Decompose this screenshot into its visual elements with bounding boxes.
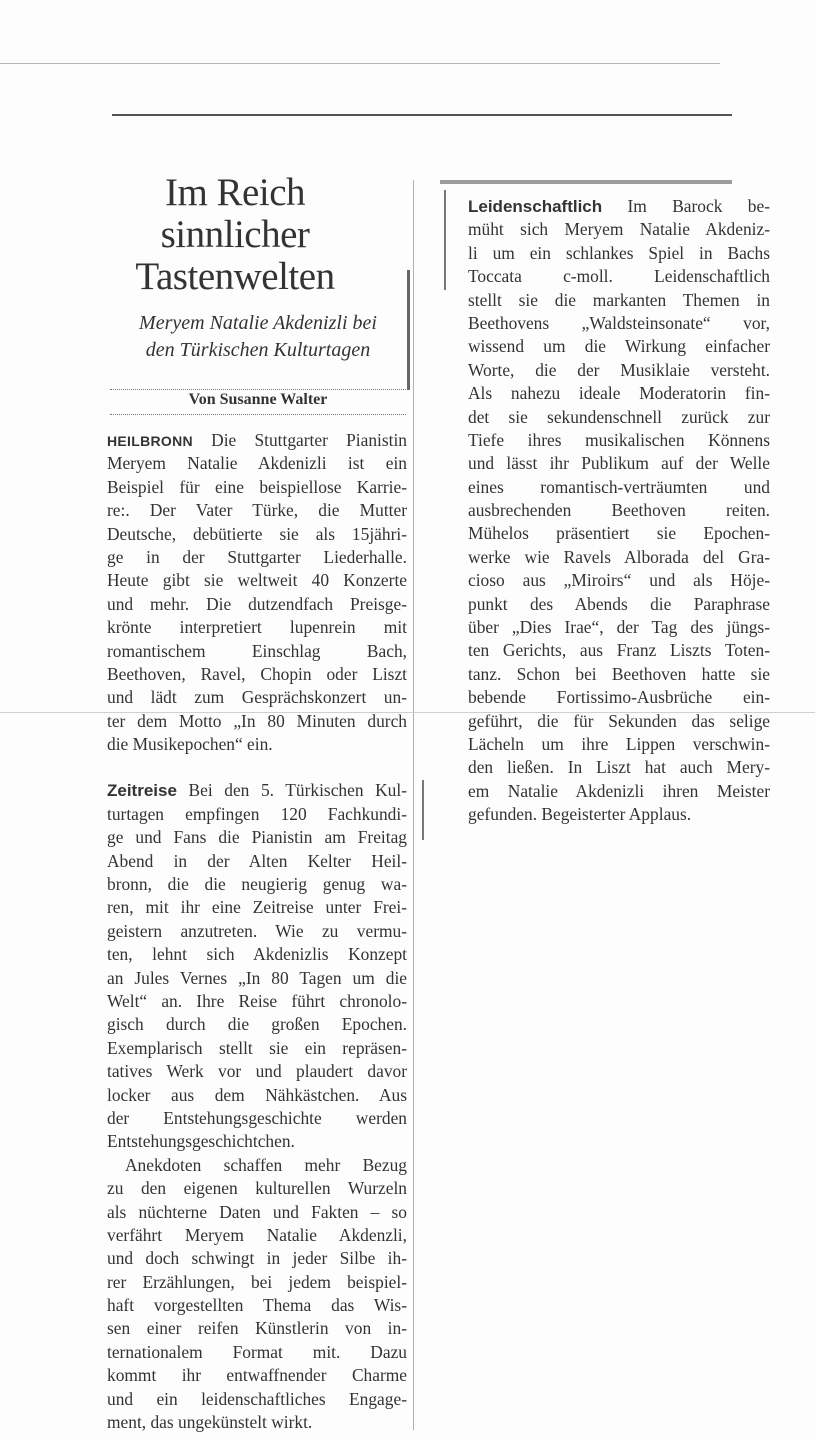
text-line: kommt ihr entwaffnender Charme — [107, 1365, 407, 1386]
section1-body — [107, 803, 407, 1154]
text-line: und lädt zum Gesprächskonzert un- — [107, 687, 407, 708]
text-line: die Musikepochen“ ein. — [107, 734, 273, 755]
text-line: Beispiel für eine beispiellose Karrie- — [107, 476, 407, 497]
byline-rule-bottom — [110, 414, 406, 415]
text-line: Abend in der Alten Kelter Heil- — [107, 850, 407, 871]
text-line: punkt des Abends die Paraphrase — [468, 593, 770, 614]
section2-body — [468, 218, 770, 826]
intro-first-text: Die Stuttgarter Pianistin — [211, 430, 407, 450]
text-line: den ließen. In Liszt hat auch Mery- — [468, 757, 770, 778]
section2-first-line — [468, 195, 770, 218]
text-line: und mehr. Die dutzendfach Preisge- — [107, 593, 407, 614]
headline-line: Tastenwelten — [135, 255, 335, 298]
section2-first-text: Im Barock be- — [627, 196, 770, 216]
text-line: wissend um die Wirkung einfacher — [468, 336, 770, 357]
text-line: ten, lehnt sich Akdenizlis Konzept — [107, 944, 407, 965]
text-line: sen einer reifen Künstlerin von in- — [107, 1318, 407, 1339]
right-column — [468, 195, 770, 827]
text-line: Entstehungsgeschichtchen. — [107, 1131, 295, 1152]
text-line: Toccata c-moll. Leidenschaftlich — [468, 266, 770, 287]
paragraph-gap — [107, 756, 407, 779]
text-line: eines romantisch-verträumten und — [468, 476, 770, 497]
text-line: gefunden. Begeisterter Applaus. — [468, 804, 692, 825]
text-line: Tiefe ihres musikalischen Könnens — [468, 429, 770, 450]
text-line: haft vorgestellten Thema das Wis- — [107, 1295, 407, 1316]
text-line: li um ein schlankes Spiel in Bachs — [468, 242, 770, 263]
text-line: Exemplarisch stellt sie ein repräsen- — [107, 1037, 407, 1058]
text-line: tanz. Schon bei Beethoven hatte sie — [468, 663, 770, 684]
text-line: über „Dies Irae“, der Tag des jüngs- — [468, 617, 770, 638]
text-line: und lässt ihr Publikum auf der Welle — [468, 453, 770, 474]
text-line: stellt sie die markanten Themen in — [468, 289, 770, 310]
text-line: ge in der Stuttgarter Liederhalle. — [107, 546, 407, 567]
right-top-smudge — [440, 180, 732, 184]
scan-edge-line — [0, 63, 720, 64]
text-line: und ein leidenschaftliches Engage- — [107, 1388, 407, 1409]
headline-line: Im Reich — [164, 171, 306, 214]
subheadline-line: Meryem Natalie Akdenizli bei — [139, 312, 377, 334]
text-line: bebende Fortissimo-Ausbrüche ein- — [468, 687, 770, 708]
text-line: Als nahezu ideale Moderatorin fin- — [468, 383, 770, 404]
text-line: re:. Der Vater Türke, die Mutter — [107, 500, 407, 521]
para2-body — [107, 1154, 407, 1435]
text-line: Meryem Natalie Akdenizli ist ein — [107, 453, 407, 474]
dateline: HEILBRONN — [107, 433, 193, 449]
text-line: werke wie Ravels Alborada del Gra- — [468, 546, 770, 567]
text-line: em Natalie Akdenizli ihren Meister — [468, 780, 770, 801]
text-line: ausbrechenden Beethoven reiten. — [468, 500, 770, 521]
text-line: Anekdoten schaffen mehr Bezug — [125, 1154, 407, 1175]
text-line: Mühelos präsentiert sie Epochen- — [468, 523, 770, 544]
text-line: turtagen empfingen 120 Fachkundi- — [107, 803, 407, 824]
text-line: zu den eigenen kulturellen Wurzeln — [107, 1178, 407, 1199]
subheadline-line: den Türkischen Kulturtagen — [145, 339, 371, 361]
text-line: Heute gibt sie weltweit 40 Konzerte — [107, 570, 407, 591]
text-line: romantischem Einschlag Bach, — [107, 640, 407, 661]
top-rule — [112, 114, 732, 116]
text-line: rer Erzählungen, bei jedem beispiel- — [107, 1271, 407, 1292]
text-line: ter dem Motto „In 80 Minuten durch — [107, 710, 407, 731]
text-line: bronn, die die neugierig genug wa- — [107, 874, 407, 895]
mid-margin-tick — [422, 780, 424, 840]
byline: Von Susanne Walter — [188, 391, 328, 408]
text-line: der Entstehungsgeschichte werden — [107, 1107, 407, 1128]
text-line: geistern anzutreten. Wie zu vermu- — [107, 920, 407, 941]
headline — [120, 172, 350, 298]
section2-head: Leidenschaftlich — [468, 197, 603, 216]
byline-rule-top — [110, 389, 406, 390]
section1-first-text: Bei den 5. Türkischen Kul- — [188, 780, 407, 801]
text-line: Deutsche, debütierte sie als 15jähri- — [107, 523, 407, 544]
intro-body — [107, 452, 407, 756]
text-line: krönte interpretiert lupenrein mit — [107, 617, 407, 638]
left-column — [107, 429, 407, 1434]
text-line: ge und Fans die Pianistin am Freitag — [107, 827, 407, 848]
text-line: Lächeln um ihre Lippen verschwin- — [468, 733, 770, 754]
text-line: Beethoven, Ravel, Chopin oder Liszt — [107, 663, 407, 684]
text-line: verfährt Meryem Natalie Akdenzli, — [107, 1224, 407, 1245]
text-line: und doch schwingt in jeder Silbe ih- — [107, 1248, 407, 1269]
text-line: ternationalem Format mit. Dazu — [107, 1341, 407, 1362]
text-line: gisch durch die großen Epochen. — [107, 1014, 407, 1035]
text-line: an Jules Vernes „In 80 Tagen um die — [107, 967, 407, 988]
text-line: cioso aus „Miroirs“ und als Höje- — [468, 570, 770, 591]
text-line: locker aus dem Nähkästchen. Aus — [107, 1084, 407, 1105]
text-line: Welt“ an. Ihre Reise führt chronolo- — [107, 990, 407, 1011]
text-line: Worte, die der Musiklaie versteht. — [468, 359, 770, 380]
text-line: tatives Werk vor und plaudert davor — [107, 1061, 407, 1082]
text-line: müht sich Meryem Natalie Akdeniz- — [468, 219, 770, 240]
text-line: ren, mit ihr eine Zeitreise unter Frei- — [107, 897, 407, 918]
text-line: Beethovens „Waldsteinsonate“ vor, — [468, 312, 770, 333]
headline-line: sinnlicher — [160, 213, 310, 256]
subheadline — [108, 310, 408, 364]
intro-first-line — [107, 429, 407, 452]
text-line: als nüchterne Daten und Fakten – so — [107, 1201, 407, 1222]
column-divider — [413, 180, 414, 1430]
right-margin-tick — [444, 190, 446, 290]
section1-head: Zeitreise — [107, 781, 177, 801]
text-line: ten Gerichts, aus Franz Liszts Toten- — [468, 640, 770, 661]
section1-first-line — [107, 779, 407, 802]
text-line: geführt, die für Sekunden das selige — [468, 710, 770, 731]
text-line: det sie sekundenschnell zurück zur — [468, 406, 770, 427]
text-line: ment, das ungekünstelt wirkt. — [107, 1412, 313, 1433]
